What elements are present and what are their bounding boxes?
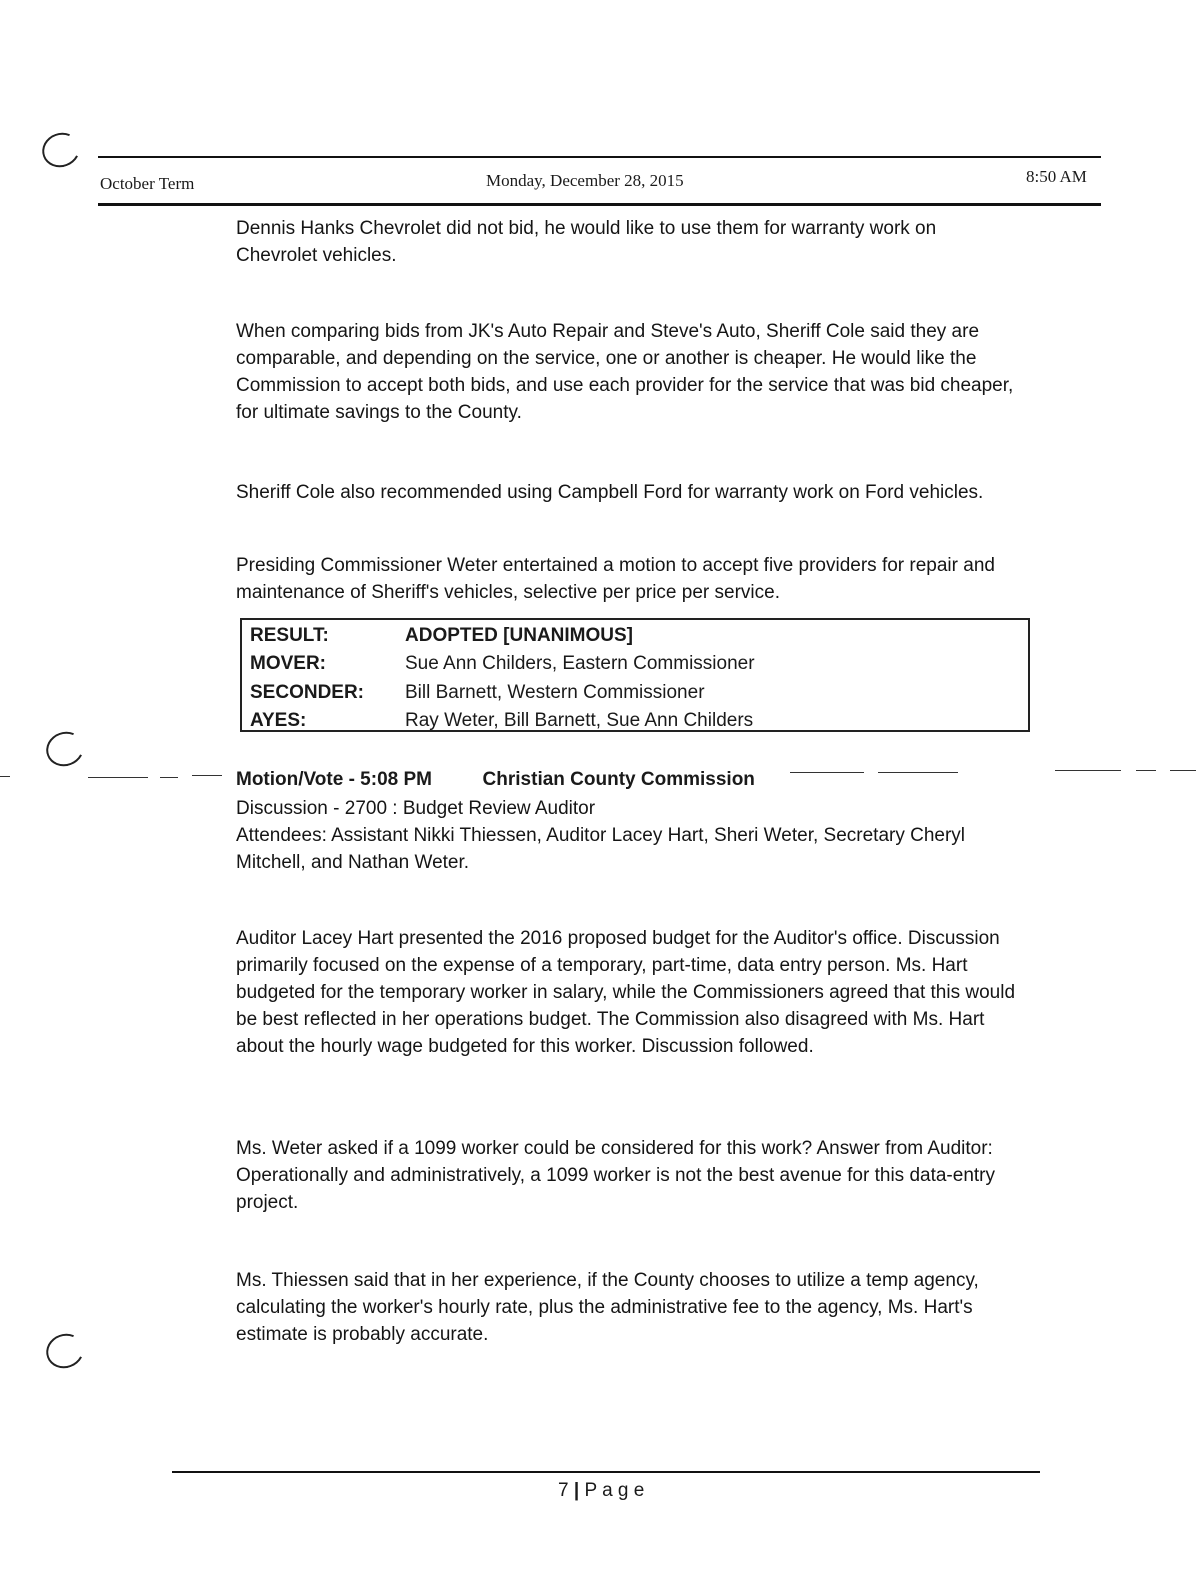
scan-dash [1136,770,1156,771]
result-label: RESULT: [250,625,329,646]
header-date: Monday, December 28, 2015 [486,171,684,190]
vote-result-box [240,618,1030,732]
page-word: P a g e [584,1480,645,1501]
discussion-line: Discussion - 2700 : Budget Review Auditor [236,798,596,819]
scan-dash [0,776,10,777]
paragraph-chevrolet: Dennis Hanks Chevrolet did not bid, he would like to use them for warranty work on Chevrolet vehicles. [236,218,937,266]
page-footer [558,1480,644,1502]
header-term: October Term [100,174,195,193]
header-time: 8:50 AM [1026,167,1087,186]
page-separator: | [573,1480,580,1501]
seconder-value: Bill Barnett, Western Commissioner [405,682,705,703]
footer-rule [172,1471,1040,1473]
scan-dash [88,777,148,778]
paragraph-auditor-budget: Auditor Lacey Hart presented the 2016 proposed budget for the Auditor's office. Discussion primarily focused on the expense of a temporary, part-time, data entry person. Ms. Hart budgeted for the temporary worker in salary, while the Commissioners agreed that this would be best reflected in her operations budget. The Commission also disagreed with Ms. Hart about the hourly wage budgeted for this worker. Discussion followed. [236,928,1016,1057]
ayes-label: AYES: [250,710,307,731]
paragraph-bid-comparison: When comparing bids from JK's Auto Repair and Steve's Auto, Sheriff Cole said they are comparable, and depending on the service, one or another is cheaper. He would like the Commission to accept both bids, and use each provider for the service that was bid cheaper, for ultimate savings to the County. [236,321,1014,423]
scan-dash [878,772,958,773]
mover-label: MOVER: [250,653,326,674]
header-bottom-rule [98,203,1101,206]
scan-dash [192,775,222,776]
paragraph-1099-worker: Ms. Weter asked if a 1099 worker could be considered for this work? Answer from Auditor: Operationally and administratively, a 1099 worker is not the best avenue for this data-entry project. [236,1138,995,1213]
punch-hole-middle [41,727,88,772]
page-number: 7 [558,1480,569,1501]
attendees-line: Attendees: Assistant Nikki Thiessen, Auditor Lacey Hart, Sheri Weter, Secretary Cheryl Mitchell, and Nathan Weter. [236,825,966,873]
ayes-value: Ray Weter, Bill Barnett, Sue Ann Childers [405,710,754,731]
scan-dash [1055,770,1121,771]
paragraph-campbell-ford: Sheriff Cole also recommended using Campbell Ford for warranty work on Ford vehicles. [236,482,984,503]
result-value: ADOPTED [UNANIMOUS] [405,625,633,646]
section-heading-time: Motion/Vote - 5:08 PM [236,769,432,790]
scan-dash [160,777,178,778]
section-heading [236,768,755,792]
paragraph-motion: Presiding Commissioner Weter entertained a motion to accept five providers for repair and maintenance of Sheriff's vehicles, selective per price per service. [236,555,995,603]
section-heading-commission: Christian County Commission [482,769,755,790]
punch-hole-top [37,128,84,173]
seconder-label: SECONDER: [250,682,365,703]
punch-hole-bottom [41,1329,88,1374]
mover-value: Sue Ann Childers, Eastern Commissioner [405,653,755,674]
header-top-rule [98,156,1101,158]
scan-dash [1170,770,1196,771]
scan-dash [790,772,864,773]
paragraph-temp-agency: Ms. Thiessen said that in her experience, if the County chooses to utilize a temp agency, calculating the worker's hourly rate, plus the administrative fee to the agency, Ms. Hart's estimate is probably accurate. [236,1270,979,1345]
